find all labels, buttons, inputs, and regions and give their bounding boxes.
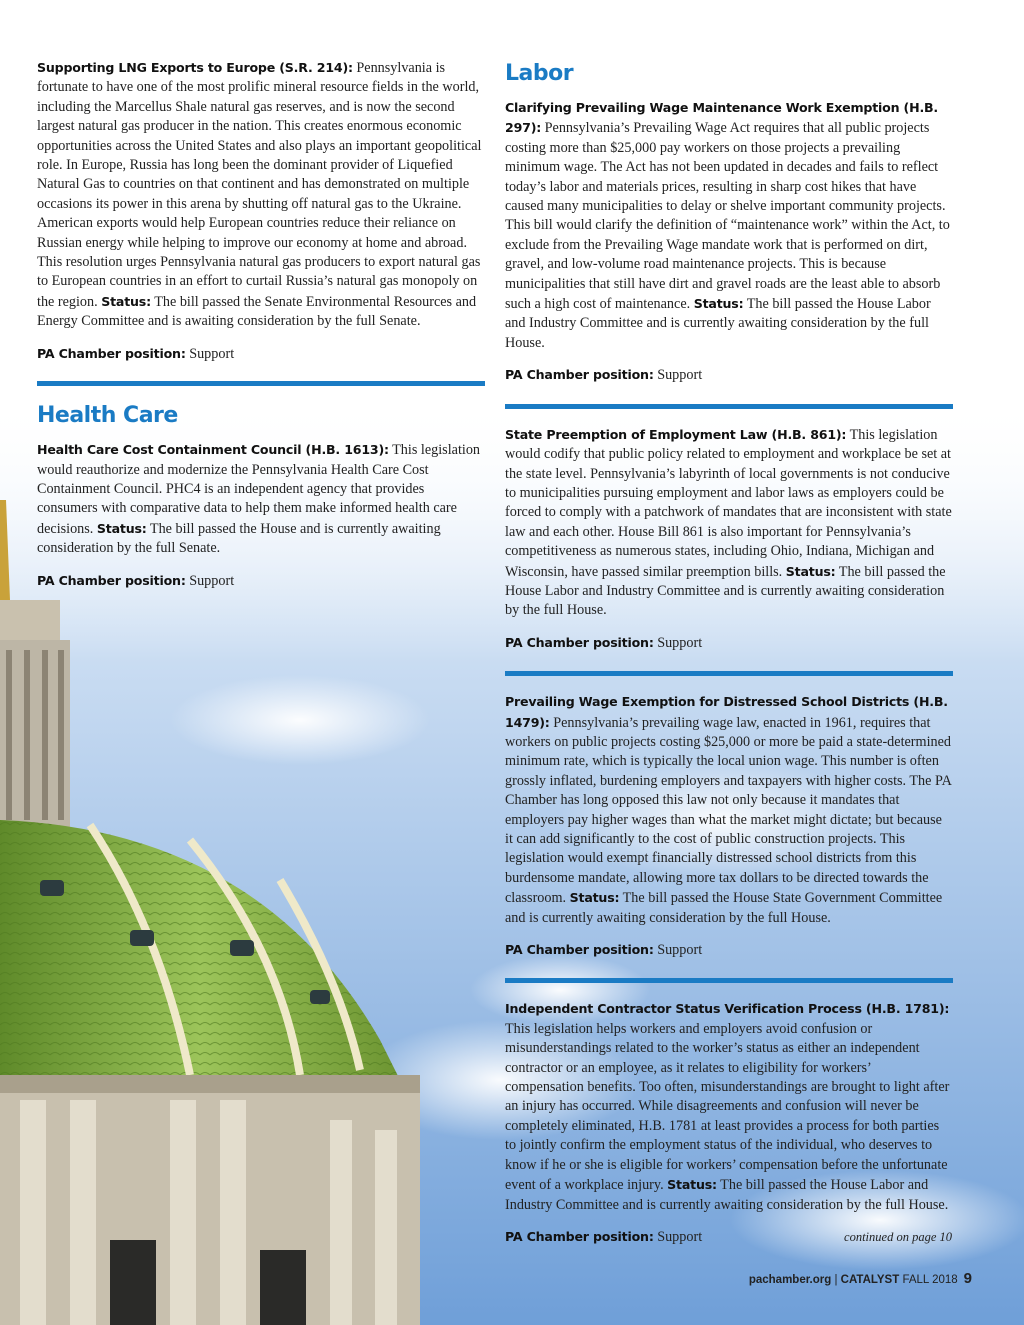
bill-paragraph: [37, 58, 485, 332]
section-divider: [505, 404, 953, 409]
status-label: Status:: [569, 890, 620, 906]
bill-title: Clarifying Prevailing Wage Maintenance Work Exemption (H.B. 297):: [505, 100, 939, 136]
status-text: The bill passed the House State Government Committee and is currently awaiting consideration by the full House.: [505, 890, 943, 926]
bill-paragraph: [505, 425, 953, 621]
status-label: Status:: [667, 1177, 717, 1193]
position-value: Support: [653, 942, 703, 959]
section-heading-health-care: Health Care: [37, 403, 178, 429]
section-heading-labor: Labor: [505, 61, 574, 86]
status-label: Status:: [693, 296, 744, 312]
page-footer: [749, 1270, 972, 1287]
position-value: Support: [185, 572, 235, 589]
status-label: Status:: [96, 520, 147, 536]
bill-hb1781: [505, 999, 953, 1247]
footer-issue: FALL 2018: [899, 1274, 958, 1286]
bill-body: This legislation would reauthorize and modernize the Pennsylvania Health Care Cost Containment Council. PHC4 is an independent agency that provides consumers with comparative data to help them make informed health care decisions.: [37, 442, 481, 537]
bill-body: This legislation would codify that public policy related to employment and workplace be set at the state level. Pennsylvania’s labyrinth of local governments is not conducive to municipalities pursuing employment and labor laws as employers could be forced to comply with a patchwork of mandates that are inconsistent with state law and each other. House Bill 861 is also important for Pennsylvania’s competitiveness as numerous states, including Ohio, Indiana, Michigan and Wisconsin, have passed similar preemption bills.: [505, 426, 952, 580]
bill-body: Pennsylvania’s Prevailing Wage Act requires that all public projects costing more than $25,000 pay workers on those projects a prevailing minimum wage. The Act has not been updated in decades and fails to reflect today’s labor and materials prices, resulting in sharp cost hikes that have caused many municipalities to delay or shelve important community projects. This bill would clarify the definition of “maintenance work” within the Act, to exclude from the Prevailing Wage mandate work that is performed on dirt, gravel, and low-volume road maintenance projects. This is because municipalities that still have dirt and gravel roads are the least able to absorb such a high cost of maintenance.: [505, 120, 950, 313]
status-text: The bill passed the House Labor and Industry Committee and is currently awaiting consideration by the full House.: [505, 296, 931, 351]
position-value: Support: [653, 367, 703, 384]
position-value: Support: [653, 634, 703, 651]
position-label: PA Chamber position:: [505, 634, 654, 650]
status-text: The bill passed the House Labor and Industry Committee and is currently awaiting consideration by the full House.: [505, 1177, 949, 1213]
section-divider: [505, 978, 953, 983]
status-text: The bill passed the Senate Environmental Resources and Energy Committee and is awaiting consideration by the full Senate.: [37, 293, 477, 330]
bill-paragraph: [505, 999, 953, 1214]
position-label: PA Chamber position:: [505, 942, 654, 958]
status-label: Status:: [101, 293, 151, 309]
bill-sr214: [37, 58, 485, 364]
section-divider: [37, 381, 485, 386]
bill-hb861: [505, 425, 953, 653]
status-label: Status:: [785, 563, 836, 579]
page-number: 9: [963, 1270, 972, 1287]
bill-body: Pennsylvania is fortunate to have one of the most prolific mineral resource fields in the world, including the Marcellus Shale natural gas reserves, and is now the second largest natural gas producer in the nation. This creates enormous economic opportunities across the United States and also plays an important geopolitical role. In Europe, Russia has long been the dominant provider of Liquefied Natural Gas to countries on that continent and has demonstrated on multiple occasions its power in this arena by shutting off natural gas to the Ukraine. American exports would help European countries reduce their reliance on Russian energy while helping to improve our economy at home and abroad. This resolution urges Pennsylvania natural gas producers to export natural gas to European countries in an effort to curtail Russia’s natural gas monopoly on the region.: [37, 60, 482, 310]
bill-title: Supporting LNG Exports to Europe (S.R. 214):: [37, 60, 353, 75]
bill-hb297: [505, 98, 953, 386]
bill-paragraph: [505, 98, 953, 353]
bill-paragraph: [505, 692, 953, 928]
continued-note: continued on page 10: [844, 1230, 952, 1244]
bill-title: State Preemption of Employment Law (H.B. 861):: [505, 426, 847, 442]
status-text: The bill passed the House Labor and Industry Committee and is currently awaiting consideration by the full House.: [505, 563, 946, 619]
footer-magazine: CATALYST: [840, 1274, 900, 1286]
footer-site: pachamber.org: [748, 1274, 832, 1286]
chamber-position: [37, 344, 485, 364]
bill-paragraph: [37, 440, 485, 558]
position-value: Support: [185, 345, 235, 362]
bill-hb1613: [37, 440, 485, 591]
position-label: PA Chamber position:: [505, 367, 654, 383]
bill-title: Independent Contractor Status Verification Process (H.B. 1781):: [505, 1001, 950, 1017]
bill-body: Pennsylvania’s prevailing wage law, enacted in 1961, requires that workers on public projects costing $25,000 or more be paid a state-determined minimum rate, which is typically the local union wage. This number is often grossly inflated, burdening employers and taxpayers with higher costs. The PA Chamber has long opposed this law not only because it mandates that employers pay higher wages than what the market might dictate; but because it can add significantly to the cost of public construction projects. This legislation would exempt financially distressed school districts from this burdensome mandate, allowing more tax dollars to be directed towards the classroom.: [505, 714, 952, 907]
status-text: The bill passed the House and is currently awaiting consideration by the full Senate.: [37, 520, 441, 557]
position-label: PA Chamber position:: [37, 572, 186, 588]
bill-hb1479: [505, 692, 953, 960]
position-label: PA Chamber position:: [505, 1228, 654, 1244]
section-divider: [505, 671, 953, 676]
bill-title: Prevailing Wage Exemption for Distressed School Districts (H.B. 1479):: [505, 694, 948, 730]
left-column: [37, 58, 485, 591]
position-label: PA Chamber position:: [37, 345, 186, 361]
chamber-position: [505, 940, 953, 960]
bill-body: This legislation helps workers and employers avoid confusion or misunderstandings related to the worker’s status as either an independent contractor or an employee, as it relates to eligibility for workers’ compensation benefits. Too often, misunderstandings are brought to light after an injury has occurred. While disagreements and confusion will never be completely eliminated, H.B. 1781 at least provides a process for both parties to jointly confirm the employment status of the individual, who deserves to know if he or she is eligible for workers’ compensation before the unfortunate event of a workplace injury.: [505, 1020, 950, 1194]
right-column: [505, 60, 953, 1247]
chamber-position: [505, 365, 953, 385]
position-value: Support: [653, 1228, 703, 1245]
chamber-position: [505, 633, 953, 653]
bill-title: Health Care Cost Containment Council (H.B. 1613):: [37, 442, 389, 458]
chamber-position: [37, 571, 485, 591]
footer-separator: |: [831, 1274, 841, 1286]
